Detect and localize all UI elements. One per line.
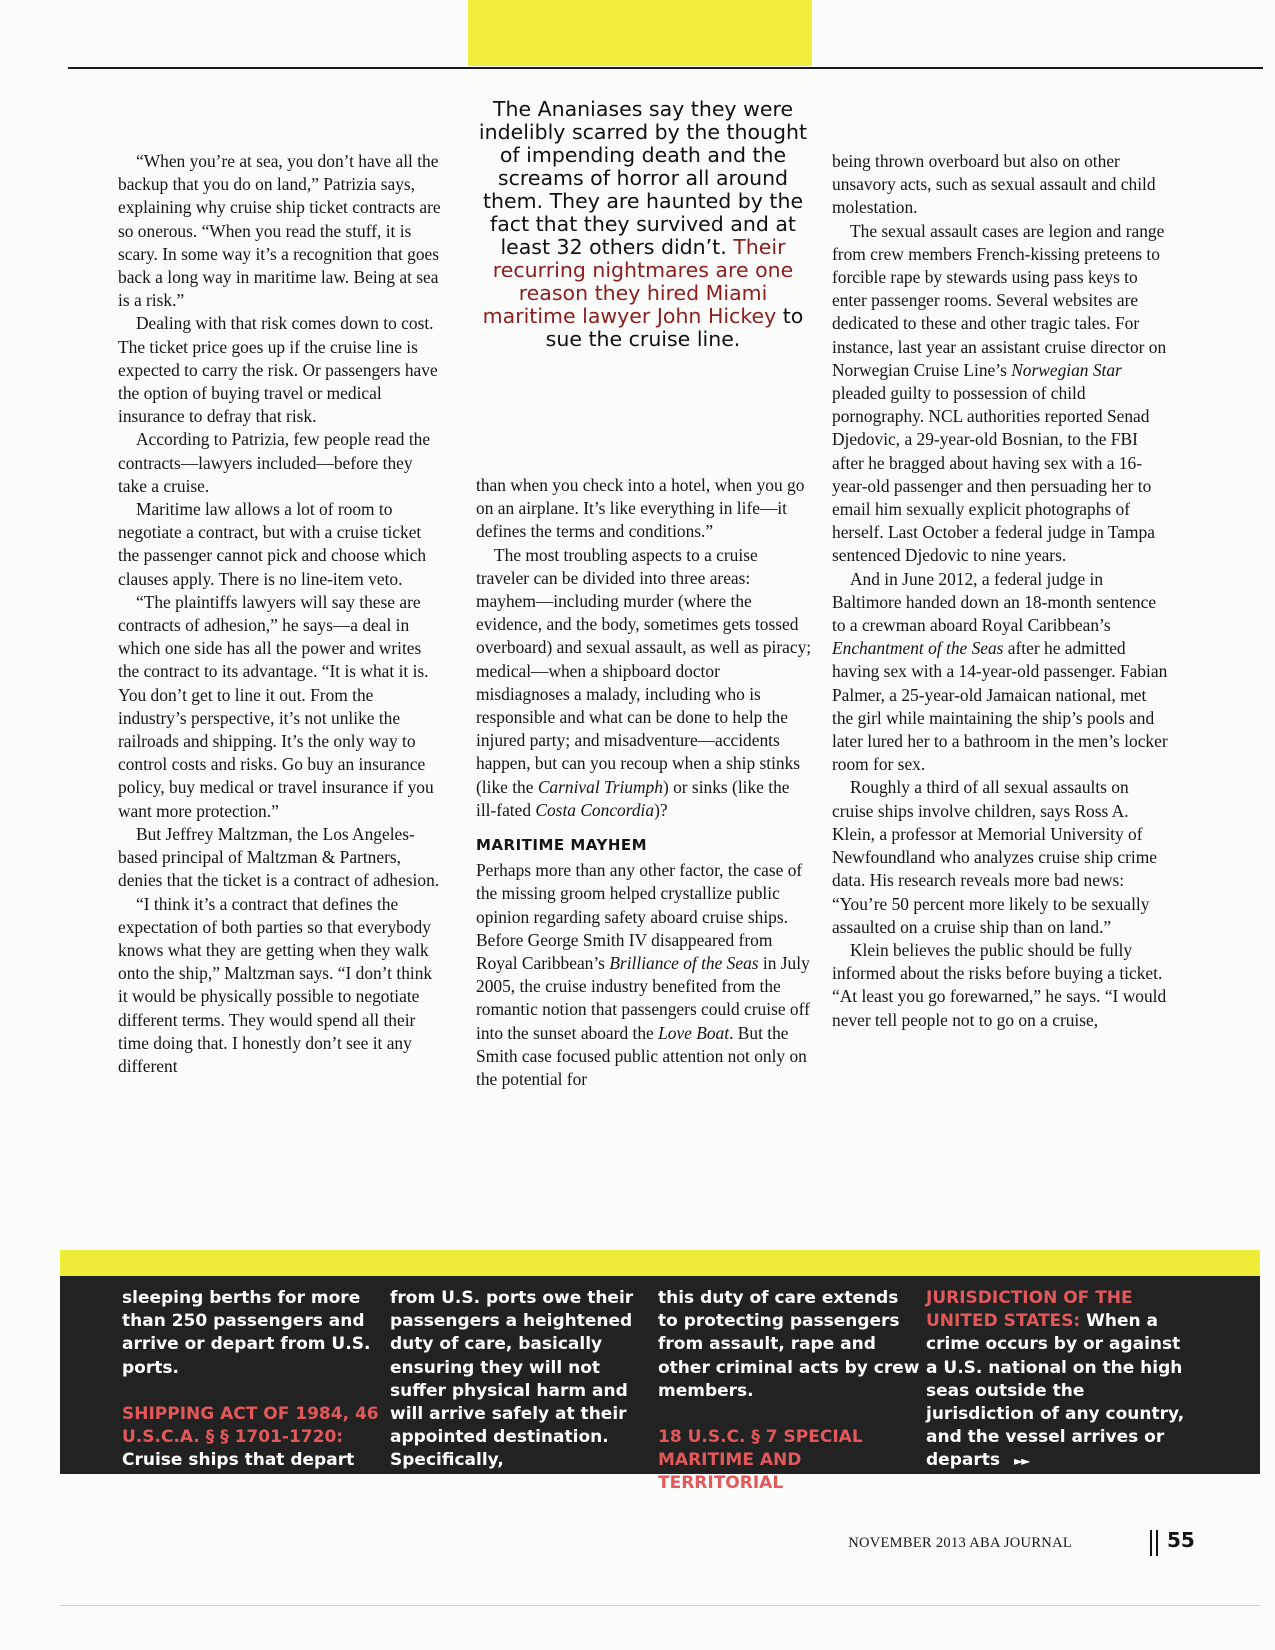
issue-label: NOVEMBER 2013 ABA JOURNAL xyxy=(848,1535,1072,1551)
bottom-line xyxy=(60,1605,1260,1606)
sidebar-column-1: sleeping berths for more than 250 passengers and arrive or depart from U.S. ports. SHIPPING ACT OF 1984, 46 U.S.C.A. § § 1701-1720: Cruise ships that depart xyxy=(122,1287,384,1472)
sidebar-yellow-band xyxy=(60,1250,1260,1276)
paragraph: “The plaintiffs lawyers will say these are contracts of adhesion,” he says—a deal in which one side has all the power and writes the contract to its advantage. “It is what it is. You don’t get to line it out. From the industry’s perspective, it’s not unlike the railroads and shipping. It’s the only way to control costs and risks. Go buy an insurance policy, buy medical or travel insurance if you want more protection.” xyxy=(118,591,434,821)
continue-arrow-icon: ►► xyxy=(1013,1454,1029,1469)
article-column-2 xyxy=(476,474,812,1091)
paragraph: But Jeffrey Maltzman, the Los Angeles-based principal of Maltzman & Partners, denies that the ticket is a contract of adhesion. xyxy=(118,823,440,891)
section-subhead: MARITIME MAYHEM xyxy=(476,836,648,855)
footer-divider xyxy=(1156,1530,1158,1556)
paragraph: Maritime law allows a lot of room to negotiate a contract, but with a cruise ticket the passenger cannot pick and choose which clauses apply. There is no line-item veto. xyxy=(118,499,427,589)
paragraph: The sexual assault cases are legion and range from crew members French-kissing preteens to forcible rape by stewards using pass keys to enter passenger rooms. Several websites are dedicated to these and other tragic tales. For instance, last year an assistant cruise director on Norwegian Cruise Line’s Norwegian Star pleaded guilty to possession of child pornography. NCL authorities reported Senad Djedovic, a 29-year-old Bosnian, to the FBI after he bragged about having sex with a 16-year-old passenger and then persuading her to email him sexually explicit photographs of herself. Last October a federal judge in Tampa sentenced Djedovic to nine years. xyxy=(832,220,1167,566)
paragraph: “I think it’s a contract that defines the expectation of both parties so that everybody knows what they are getting when they walk onto the ship,” Maltzman says. “I don’t think it would be physically possible to negotiate different terms. They would spend all their time doing that. I honestly don’t see it any different xyxy=(118,893,433,1076)
statute-heading: SHIPPING ACT OF 1984, 46 U.S.C.A. § § 1701-1720: xyxy=(122,1403,379,1448)
sidebar-column-4: JURISDICTION OF THE UNITED STATES: When a crime occurs by or against a U.S. national on the high seas outside the jurisdiction of any country, and the vessel arrives or departs ►► xyxy=(926,1288,1185,1471)
paragraph: According to Patrizia, few people read the contracts—lawyers included—before they take a cruise. xyxy=(118,429,431,496)
statute-heading: 18 U.S.C. § 7 SPECIAL MARITIME AND TERRITORIAL xyxy=(658,1427,863,1494)
statute-heading: JURISDICTION OF THE UNITED STATES: xyxy=(926,1288,1133,1332)
paragraph: And in June 2012, a federal judge in Baltimore handed down an 18-month sentence to a crewman aboard Royal Caribbean’s Enchantment of the Seas after he admitted having sex with a 14-year-old passenger. Fabian Palmer, a 25-year-old Jamaican national, met the girl while maintaining the ship’s pools and later lured her to a bathroom in the men’s locker room for sex. xyxy=(832,568,1168,775)
article-column-1 xyxy=(118,150,444,1078)
paragraph: Klein believes the public should be fully informed about the risks before buying a ticket. “At least you go forewarned,” he says. “I would never tell people not to go on a cruise, xyxy=(832,939,1167,1030)
footer-divider xyxy=(1150,1530,1152,1556)
article-column-3 xyxy=(832,150,1168,1032)
paragraph: Roughly a third of all sexual assaults on cruise ships involve children, says Ross A. Klein, a professor at Memorial University of Newfoundland who analyzes cruise ship crime data. His research reveals more bad news: “You’re 50 percent more likely to be sexually assaulted on a cruise ship than on land.” xyxy=(832,777,1158,937)
top-rule xyxy=(68,67,1263,69)
pull-quote-tail: to sue the cruise line. xyxy=(545,304,804,351)
sidebar-column-2: from U.S. ports owe their passengers a heightened duty of care, basically ensuring they will not suffer physical harm and will arrive safely at their appointed destination. Specifically, xyxy=(390,1288,634,1471)
pull-quote xyxy=(470,98,816,351)
paragraph: Dealing with that risk comes down to cost. The ticket price goes up if the cruise line is expected to carry the risk. Or passengers have the option of buying travel or medical insurance to defray that risk. xyxy=(118,313,438,427)
pull-quote-text: The Ananiases say they were indelibly scarred by the thought of impending death and the screams of horror all around them. They are haunted by the fact that they survived and at least 32 others didn’t. xyxy=(478,97,808,259)
paragraph: “When you’re at sea, you don’t have all the backup that you do on land,” Patrizia says, explaining why cruise ship ticket contracts are so onerous. “When you read the stuff, it is scary. In some way it’s a recognition that goes back a long way in maritime law. Being at sea is a risk.” xyxy=(118,151,441,311)
sidebar-column-3: this duty of care extends to protecting passengers from assault, rape and other criminal acts by crew members. 18 U.S.C. § 7 SPECIAL MARITIME AND TERRITORIAL xyxy=(658,1287,920,1496)
paragraph: Perhaps more than any other factor, the case of the missing groom helped crystallize public opinion regarding safety aboard cruise ships. Before George Smith IV disappeared from Royal Caribbean’s Brilliance of the Seas in July 2005, the cruise industry benefited from the romantic notion that passengers could cruise off into the sunset aboard the Love Boat. But the Smith case focused public attention not only on the potential for xyxy=(476,860,810,1090)
page-footer xyxy=(848,1527,1200,1559)
paragraph: than when you check into a hotel, when you go on an airplane. It’s like everything in life—it defines the terms and conditions.” xyxy=(476,475,805,542)
pull-quote-highlight: Their recurring nightmares are one reason they hired Miami maritime lawyer John Hickey xyxy=(482,235,794,328)
paragraph: The most troubling aspects to a cruise traveler can be divided into three areas: mayhem—including murder (where the evidence, and the body, sometimes gets tossed overboard) and sexual assault, as well as piracy; medical—when a shipboard doctor misdiagnoses a malady, including who is responsible and what can be done to help the injured party; and misadventure—accidents happen, but can you recoup when a ship stinks (like the Carnival Triumph) or sinks (like the ill-fated Costa Concordia)? xyxy=(476,544,812,820)
paragraph: being thrown overboard but also on other unsavory acts, such as sexual assault and child molestation. xyxy=(832,151,1156,218)
header-color-tab xyxy=(468,0,812,66)
page-number: 55 xyxy=(1167,1528,1195,1552)
